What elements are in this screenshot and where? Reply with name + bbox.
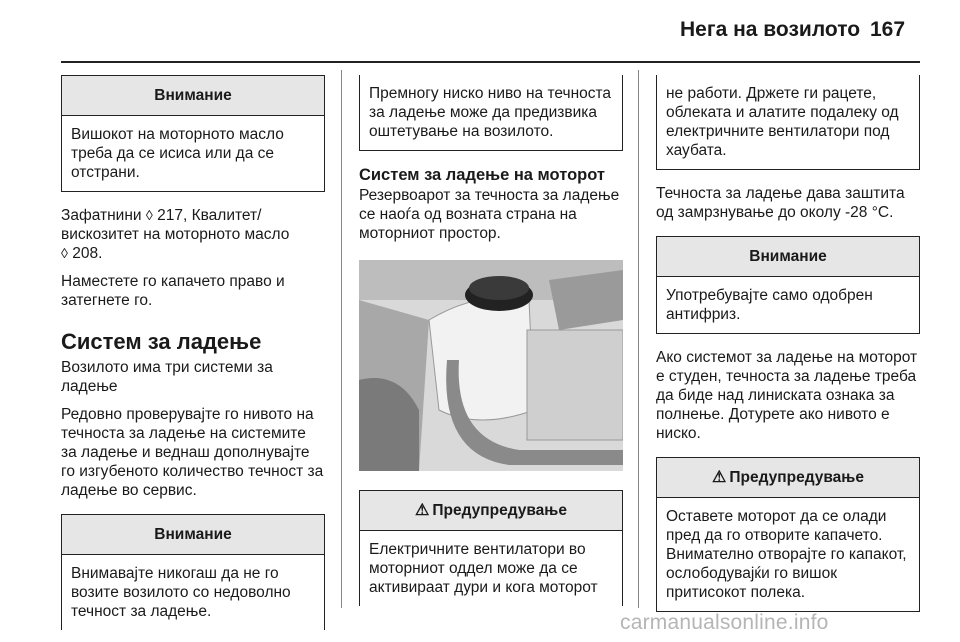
section-heading-cooling-system: Систем за ладење [61,329,262,354]
capacities-ref-text[interactable]: 217, Квалитет/ вискозитет на моторното масло [61,207,290,243]
warning-heading-label: Предупредување [432,502,567,519]
header-divider [61,61,920,63]
warning-triangle-icon: ⚠ [712,469,727,486]
coolant-reservoir-photo [359,260,623,471]
capacities-ref-page[interactable]: 208. [72,245,103,262]
antifreeze-protection: Течноста за ладење дава заштита од замрзнување до околу -28 °C. [656,185,905,221]
coolant-level-paragraph: Ако системот за ладење на моторот е студен, течноста за ладење треба да биде над линиската ознака за полнење. Дотурете ако нивото е ниско. [656,349,918,442]
notice-text: Вишокот на моторното масло треба да се исиса или да се отстрани. [71,126,284,181]
warning-text: не работи. Држете ги рацете, облеката и алатите подалеку од електричните вентилатори под хаубата. [666,85,899,159]
capacities-paragraph [61,206,325,263]
column-2 [359,75,623,618]
warning-triangle-icon: ⚠ [415,502,430,519]
cooling-check-paragraph: Редовно проверувајте го нивото на течноста за ладење на системите за ладење и веднаш дополнувајте го изгубеното количество течност за ладење во сервис. [61,406,324,499]
notice-text: Внимавајте никогаш да не го возите возилото со недоволно течност за ладење. [71,565,291,620]
notice-box [61,75,325,192]
notice-text: Премногу ниско ниво на течноста за ладење може да предизвика оштетување на возилото. [369,85,612,140]
notice-heading: Внимание [657,237,919,277]
warning-box [359,490,623,606]
warning-heading-label: Предупредување [729,469,864,486]
notice-text: Употребувајте само одобрен антифриз. [666,287,873,323]
capacities-label: Зафатнини [61,207,142,224]
notice-box-continued [359,75,623,151]
notice-box [61,514,325,630]
column-divider [341,70,342,608]
column-3 [656,75,920,624]
warning-text: Електричните вентилатори во моторниот оддел може да се активираат дури и кога моторот [369,541,598,596]
warning-box-continued [656,75,920,170]
page-ref-icon: ◊ [145,207,153,223]
warning-box [656,457,920,612]
page-header-title: Нега на возилото [680,18,861,41]
page-ref-icon: ◊ [61,245,68,261]
warning-text: Оставете моторот да се олади пред да го отворите капачето. Внимателно отворајте го капакот, ослободувајќи го вишок притисокот полека. [666,508,907,601]
column-1 [61,75,325,642]
notice-heading: Внимание [62,76,324,116]
column-divider [638,70,639,608]
cap-instruction: Наместете го капачето право и затегнете го. [61,273,285,309]
notice-box [656,236,920,334]
notice-heading: Внимание [62,515,324,555]
watermark: carmanualsonline.info [620,611,829,634]
warning-heading [360,491,622,531]
reservoir-location: Резервоарот за течноста за ладење се наоѓа од возната страна на моторниот простор. [359,187,620,242]
section-heading-engine-cooling: Систем за ладење на моторот [359,166,605,184]
cooling-intro: Возилото има три системи за ладење [61,359,273,395]
page-number: 167 [870,18,906,41]
warning-heading [657,458,919,498]
